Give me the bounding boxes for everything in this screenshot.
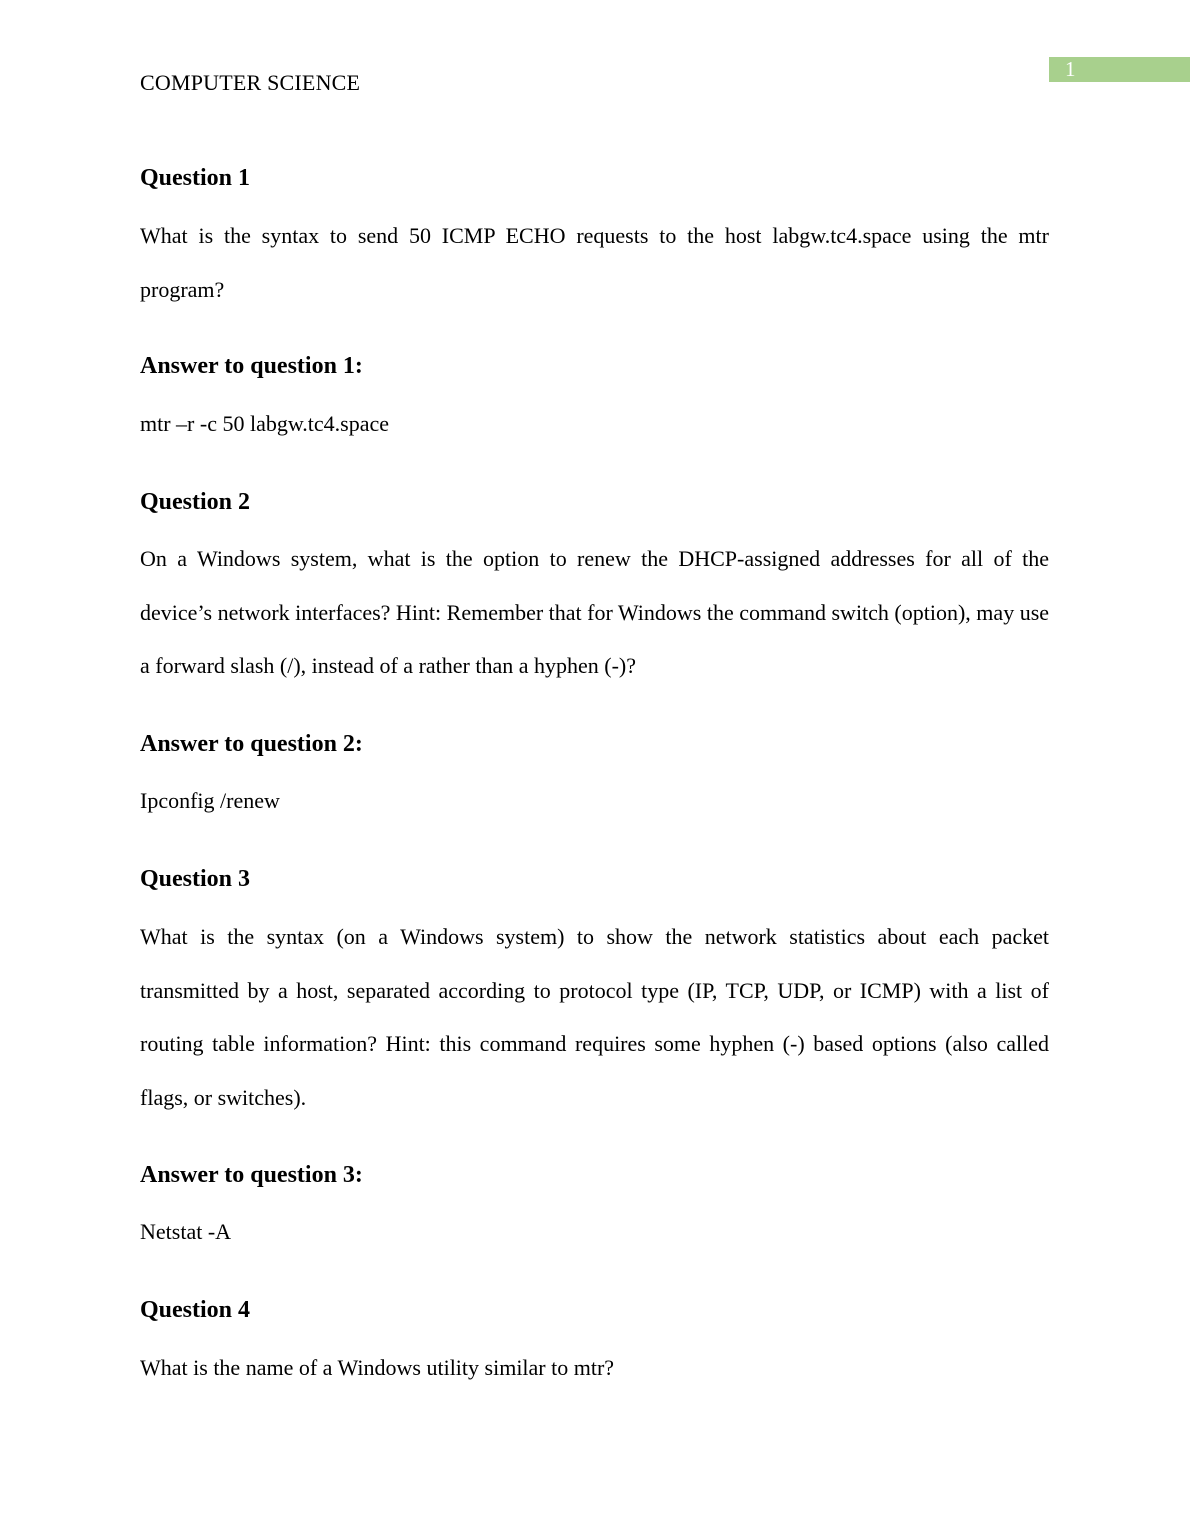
question-3-text: What is the syntax (on a Windows system) to show the network statistics about each packet transmitted by a host, separated according to protocol type (IP, TCP, UDP, or ICMP) with a list of routing table information? Hint: this command requires some hyphen (-) based options (also called flags, or switches).: [140, 924, 1049, 1111]
page-number: 1: [1065, 57, 1076, 81]
answer-1-text: mtr –r -c 50 labgw.tc4.space: [140, 411, 390, 436]
answer-2-text: Ipconfig /renew: [140, 788, 280, 813]
answer-2-heading: Answer to question 2:: [140, 731, 363, 757]
running-header-title: COMPUTER SCIENCE: [140, 70, 361, 95]
page-number-badge: [1049, 57, 1190, 82]
question-1-text: What is the syntax to send 50 ICMP ECHO requests to the host labgw.tc4.space using the mtr program?: [140, 223, 1049, 302]
question-1-heading: Question 1: [140, 165, 251, 191]
answer-1-heading: Answer to question 1:: [140, 353, 363, 379]
answer-3-heading: Answer to question 3:: [140, 1162, 363, 1188]
question-2-text: On a Windows system, what is the option to renew the DHCP-assigned addresses for all of the device’s network interfaces? Hint: Remember that for Windows the command switch (option), may use a forward slash (/), instead of a rather than a hyphen (-)?: [140, 546, 1050, 679]
question-2-heading: Question 2: [140, 489, 251, 515]
answer-3-text: Netstat -A: [140, 1219, 232, 1244]
question-4-text: What is the name of a Windows utility similar to mtr?: [140, 1355, 615, 1380]
question-4-heading: Question 4: [140, 1297, 251, 1323]
question-3-heading: Question 3: [140, 866, 251, 892]
